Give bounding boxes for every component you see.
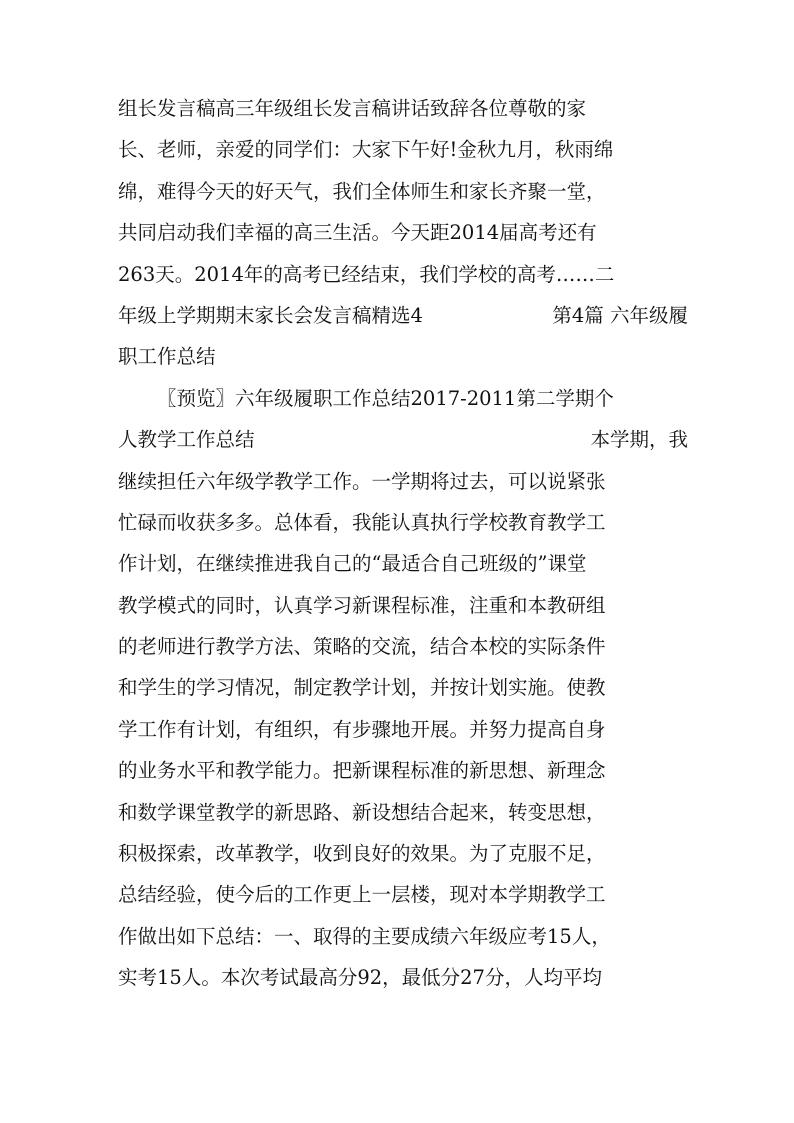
line-text: 积极探索，改革教学，收到良好的效果。为了克服不足， [118, 842, 606, 866]
text-line [118, 461, 688, 502]
document-body [118, 88, 688, 999]
line-text: 共同启动我们幸福的高三生活。今天距2014届高考还有 [118, 221, 597, 245]
text-line [118, 709, 688, 750]
text-line [118, 874, 688, 915]
text-line [118, 502, 688, 543]
line-text: 组长发言稿高三年级组长发言稿讲话致辞各位尊敬的家 [118, 97, 587, 120]
text-line [118, 378, 688, 419]
line-text: 忙碌而收获多多。总体看，我能认真执行学校教育教学工 [118, 510, 606, 534]
text-line [118, 667, 688, 708]
text-line [118, 833, 688, 874]
line-text: 总结经验，使今后的工作更上一层楼，现对本学期教学工 [118, 883, 606, 907]
line-text: 继续担任六年级学教学工作。一学期将过去，可以说紧张 [118, 469, 606, 493]
text-line [118, 419, 688, 460]
line-text: 和数学课堂教学的新思路、新设想结合起来，转变思想， [118, 800, 606, 824]
line-text-right: 第4篇 六年级履 [552, 303, 688, 327]
line-text: 实考15人。本次考试最高分92，最低分27分，人均平均 [118, 966, 602, 990]
text-line [118, 626, 688, 667]
text-line [118, 295, 688, 336]
text-line [118, 916, 688, 957]
line-text: 职工作总结 [118, 345, 216, 369]
line-text: 作计划，在继续推进我自己的“最适合自己班级的”课堂 [118, 552, 587, 576]
text-line [118, 585, 688, 626]
line-text: 长、老师，亲爱的同学们：大家下午好!金秋九月，秋雨绵 [118, 138, 614, 162]
line-text: 和学生的学习情况，制定教学计划，并按计划实施。使教 [118, 676, 606, 700]
line-text: 的老师进行教学方法、策略的交流，结合本校的实际条件 [118, 635, 606, 659]
text-line [118, 543, 688, 584]
text-line [118, 129, 688, 170]
line-text: 绵，难得今天的好天气，我们全体师生和家长齐聚一堂， [118, 179, 606, 203]
text-line [118, 957, 688, 998]
text-line [118, 750, 688, 791]
line-text-left: 年级上学期期末家长会发言稿精选4 [118, 303, 423, 327]
text-line [118, 336, 688, 377]
text-line [118, 171, 688, 212]
line-text: 作做出如下总结：一、取得的主要成绩六年级应考15人， [118, 924, 611, 948]
line-text: 〖预览〗六年级履职工作总结2017-2011第二学期个 [157, 386, 614, 410]
text-line [118, 792, 688, 833]
text-line [118, 88, 688, 129]
line-text: 教学模式的同时，认真学习新课程标准，注重和本教研组 [118, 593, 606, 617]
line-text: 的业务水平和教学能力。把新课程标准的新思想、新理念 [118, 759, 606, 783]
line-text-right: 本学期，我 [590, 428, 688, 452]
text-line [118, 212, 688, 253]
line-text: 学工作有计划，有组织，有步骤地开展。并努力提高自身 [118, 717, 606, 741]
line-text-left: 人教学工作总结 [118, 428, 255, 452]
line-text: 263天。2014年的高考已经结束，我们学校的高考……二 [118, 262, 615, 286]
text-line [118, 254, 688, 295]
